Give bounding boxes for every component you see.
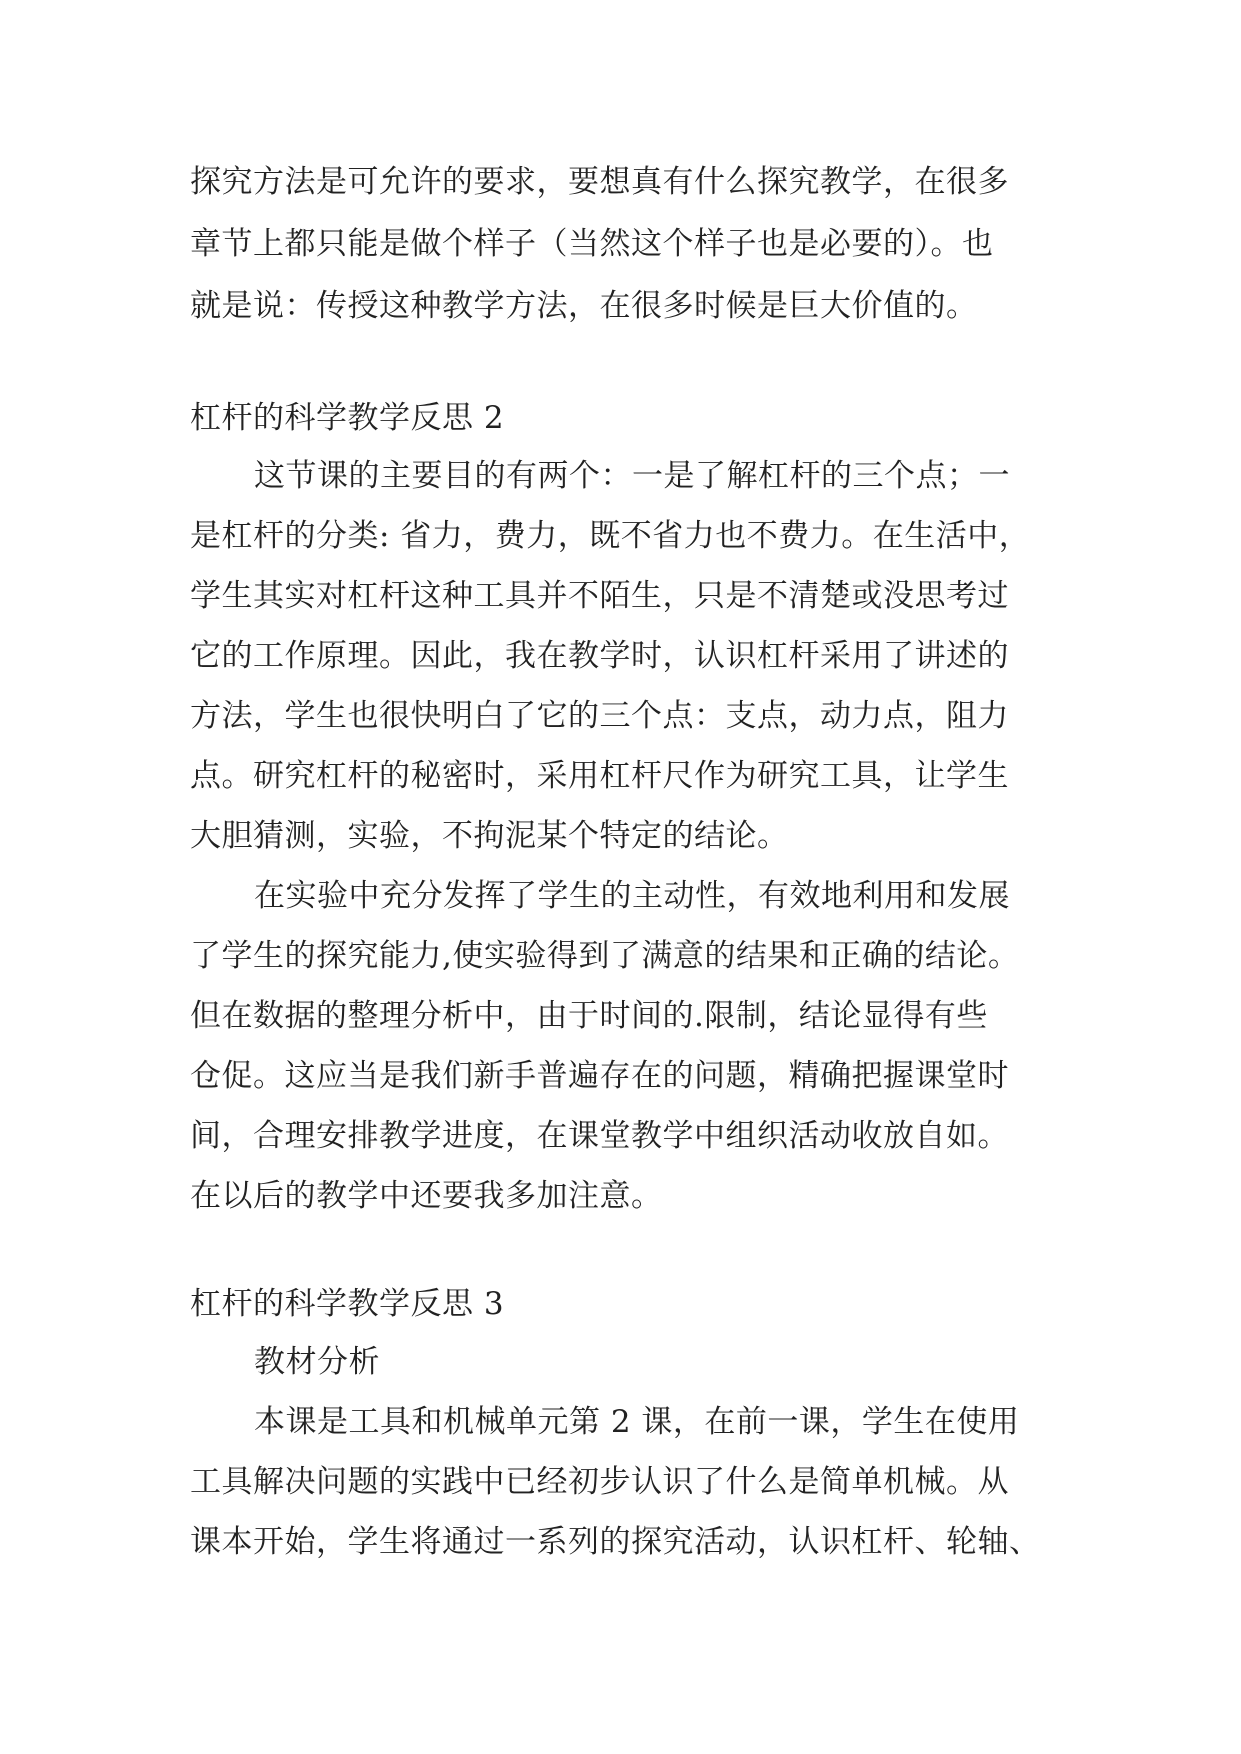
paragraph-line: 在以后的教学中还要我多加注意。 [190, 1178, 663, 1214]
paragraph-line: 在实验中充分发挥了学生的主动性，有效地利用和发展 [254, 878, 1010, 914]
paragraph-line: 了学生的探究能力,使实验得到了满意的结果和正确的结论。 [190, 938, 1020, 974]
paragraph-line: 工具解决问题的实践中已经初步认识了什么是简单机械。从 [190, 1464, 1009, 1500]
paragraph-line: 方法，学生也很快明白了它的三个点：支点，动力点，阻力 [190, 698, 1009, 734]
paragraph-line: 间，合理安排教学进度，在课堂教学中组织活动收放自如。 [190, 1118, 1009, 1154]
paragraph-line: 就是说：传授这种教学方法，在很多时候是巨大价值的。 [190, 288, 978, 324]
paragraph-line: 是杠杆的分类: 省力，费力，既不省力也不费力。在生活中， [190, 518, 1031, 554]
sub-heading: 教材分析 [254, 1344, 380, 1380]
paragraph-line: 大胆猜测，实验，不拘泥某个特定的结论。 [190, 818, 789, 854]
paragraph-line: 课本开始，学生将通过一系列的探究活动，认识杠杆、轮轴、 [190, 1524, 1041, 1560]
paragraph-line: 但在数据的整理分析中，由于时间的.限制，结论显得有些 [190, 998, 988, 1034]
paragraph-line: 它的工作原理。因此，我在教学时，认识杠杆采用了讲述的 [190, 638, 1009, 674]
paragraph-line: 学生其实对杠杆这种工具并不陌生，只是不清楚或没思考过 [190, 578, 1009, 614]
paragraph-line: 点。研究杠杆的秘密时，采用杠杆尺作为研究工具，让学生 [190, 758, 1009, 794]
paragraph-line: 探究方法是可允许的要求，要想真有什么探究教学，在很多 [190, 164, 1009, 200]
section-heading: 杠杆的科学教学反思 2 [190, 400, 505, 436]
paragraph-line: 仓促。这应当是我们新手普遍存在的问题，精确把握课堂时 [190, 1058, 1009, 1094]
paragraph-line: 章节上都只能是做个样子（当然这个样子也是必要的）。也 [190, 226, 994, 262]
paragraph-line: 本课是工具和机械单元第 2 课，在前一课，学生在使用 [254, 1404, 1020, 1440]
paragraph-line: 这节课的主要目的有两个：一是了解杠杆的三个点；一 [254, 458, 1010, 494]
section-heading: 杠杆的科学教学反思 3 [190, 1286, 505, 1322]
